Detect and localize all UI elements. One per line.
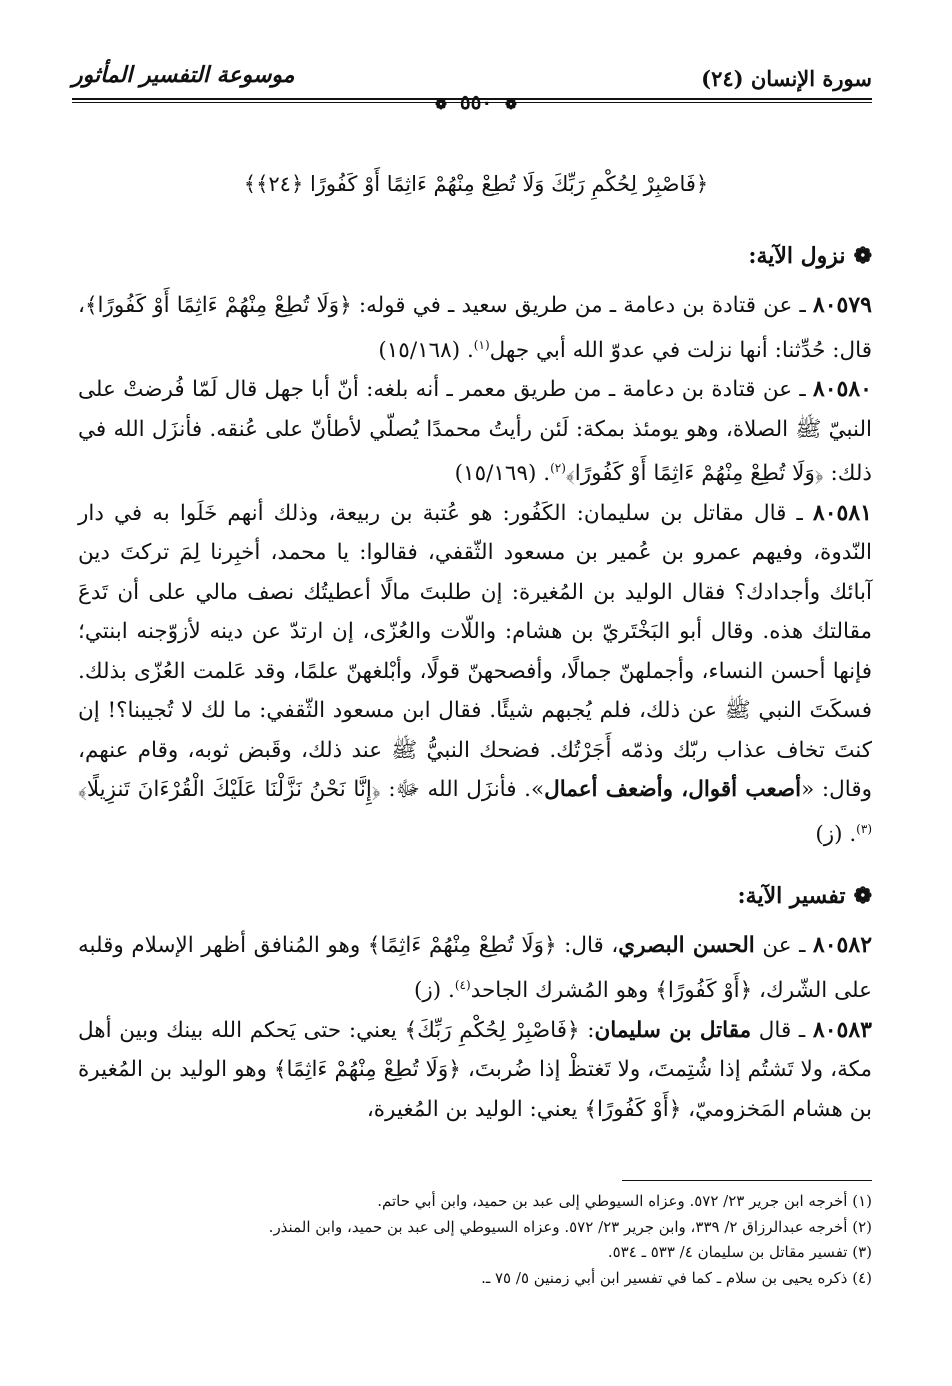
narration-80581 xyxy=(78,494,872,855)
ornament-icon: ❁ xyxy=(505,97,517,113)
narration-80582 xyxy=(78,926,872,1010)
narration-number: ٨٠٥٨١ xyxy=(812,499,872,526)
narration-80579 xyxy=(78,286,872,370)
footnote-rule xyxy=(622,1180,872,1181)
page-number-line xyxy=(0,90,952,114)
narration-text: ـ عن قتادة بن دعامة ـ من طريق معمر ـ أنه بلغه: أنّ أبا جهل قال لَمّا فُرضتْ على النبيّ ﷺ الصلاة، وهو يومئذ بمكة: لَئن رأيتُ محمدًا يُصلّي لأطأنّ على عُنقه. فأنزَل الله في ذلك: ﴿وَلَا تُطِعْ مِنْهُمْ ءَاثِمًا أَوْ كَفُورًا﴾ xyxy=(78,377,872,487)
narration-80580 xyxy=(78,370,872,494)
flower-ornament-icon: ❁ xyxy=(853,883,872,910)
narration-ref: . (ز) xyxy=(414,978,455,1004)
book-title: موسوعة التفسير المأثور xyxy=(72,62,295,88)
surah-label: سورة الإنسان (٢٤) xyxy=(701,66,872,91)
narration-text-cont: : ﴿فَاصْبِرْ لِحُكْمِ رَبِّكَ﴾ يعني: حتى يَحكم الله بينك وبين أهل مكة، ولا تَشتُم إذا شُتِمتَ، ولا تَغتظْ إذا ضُربتَ، ﴿وَلَا تُطِعْ مِنْهُمْ ءَاثِمًا﴾ وهو الوليد بن المُغيرة بن هشام المَخزوميّ، ﴿أَوْ كَفُورًا﴾ يعني: الوليد بن المُغيرة، xyxy=(78,1017,872,1122)
narration-text: ـ قال مقاتل بن سليمان: الكَفُور: هو عُتبة بن ربيعة، وذلك أنهم خَلَوا به في دار النّدوة، وفيهم عمرو بن عُمير بن مسعود الثّقفي، فقالوا: يا محمد، أخبِرنا لِمَ تركتَ دين آبائك وأجدادك؟ فقال الوليد بن المُغيرة: إن طلبتَ مالًا أعطيتُك نصف مالي على أن تَدعَ مقالتك هذه. وقال أبو البَخْتَريّ بن هشام: واللّات والعُزّى، إن ارتدّ عن دينه لأزوّجنه ابنتي؛ فإنها أحسن النساء، وأجملهنّ جمالًا، وأفصحهنّ قولًا، وأبْلغهنّ علمًا، وقد عَلمت العُزّى بذلك. فسكَتَ النبي ﷺ عن ذلك، فلم يُجبهم شيئًا. فقال ابن مسعود الثّقفي: ما لك لا تُجيبنا؟! إن كنتَ تخاف عذاب ربّك وذمّه أَجَرْتُك. فضحك النبيُّ ﷺ عند ذلك، وقَبض ثوبه، وقام عنهم، وقال: « xyxy=(78,500,872,803)
footnote-2: (٢) أخرجه عبدالرزاق ٢/ ٣٣٩، وابن جرير ٢٣/ ٥٧٢. وعزاه السيوطي إلى عبد بن حميد، وابن المنذر. xyxy=(268,1217,872,1236)
footnote-ref: (٤) xyxy=(454,977,471,992)
main-text xyxy=(78,236,872,1129)
ornament-icon: ❁ xyxy=(435,97,447,113)
footnote-4: (٤) ذكره يحيى بن سلام ـ كما في تفسير ابن أبي زمنين ٥/ ٧٥ ـ. xyxy=(481,1268,872,1287)
narration-80583 xyxy=(78,1011,872,1130)
narration-text: ـ عن xyxy=(754,933,813,959)
narration-text-cont: ». فأنزَل الله ﷻ: ﴿إِنَّا نَحْنُ نَزَّلْنَا عَلَيْكَ الْقُرْءَانَ تَنزِيلًا﴾ xyxy=(78,777,545,803)
quoted-saying: أصعب أقوال، وأضعف أعمال xyxy=(544,777,802,803)
narration-text: ـ عن قتادة بن دعامة ـ من طريق سعيد ـ في قوله: ﴿وَلَا تُطِعْ مِنْهُمْ ءَاثِمًا أَوْ كَفُورًا﴾، قال: حُدِّثنا: أنها نزلت في عدوّ الله أبي جهل xyxy=(78,293,872,363)
narrator-name: مقاتل بن سليمان xyxy=(594,1017,752,1043)
section-title: نزول الآية: xyxy=(748,243,846,269)
narration-ref: . (ز) xyxy=(815,821,857,847)
page-number: ٥٥٠ xyxy=(459,90,493,114)
footnote-ref: (٣) xyxy=(856,821,872,836)
section-heading-revelation xyxy=(78,236,872,276)
narration-number: ٨٠٥٨٣ xyxy=(812,1016,872,1043)
narration-number: ٨٠٥٧٩ xyxy=(812,292,872,318)
narration-number: ٨٠٥٨٠ xyxy=(812,376,872,403)
quran-verse: ﴿فَاصْبِرْ لِحُكْمِ رَبِّكَ وَلَا تُطِعْ مِنْهُمْ ءَاثِمًا أَوْ كَفُورًا ﴿٢٤﴾﴾ xyxy=(243,172,709,196)
narrator-name: الحسن البصري xyxy=(618,933,755,959)
footnote-ref: (٢) xyxy=(550,461,566,476)
narration-text-cont: ، قال: ﴿وَلَا تُطِعْ مِنْهُمْ ءَاثِمًا﴾ وهو المُنافق أظهر الإسلام وقلبه على الشّرك، ﴿أَوْ كَفُورًا﴾ وهو المُشرك الجاحد xyxy=(78,933,872,1004)
section-heading-tafsir xyxy=(78,876,872,916)
footnote-3: (٣) تفسير مقاتل بن سليمان ٤/ ٥٣٣ ـ ٥٣٤. xyxy=(607,1243,872,1261)
narration-ref: . (١٥/١٦٨) xyxy=(378,337,474,363)
flower-ornament-icon: ❁ xyxy=(853,243,872,269)
footnotes xyxy=(78,1180,872,1291)
narration-text: ـ قال xyxy=(751,1017,813,1043)
footnote-1: (١) أخرجه ابن جرير ٢٣/ ٥٧٢. وعزاه السيوطي إلى عبد بن حميد، وابن أبي حاتم. xyxy=(377,1192,872,1210)
narration-ref: . (١٥/١٦٩) xyxy=(454,461,551,487)
narration-number: ٨٠٥٨٢ xyxy=(812,932,873,959)
section-title: تفسير الآية: xyxy=(737,883,846,910)
footnote-ref: (١) xyxy=(473,337,490,352)
